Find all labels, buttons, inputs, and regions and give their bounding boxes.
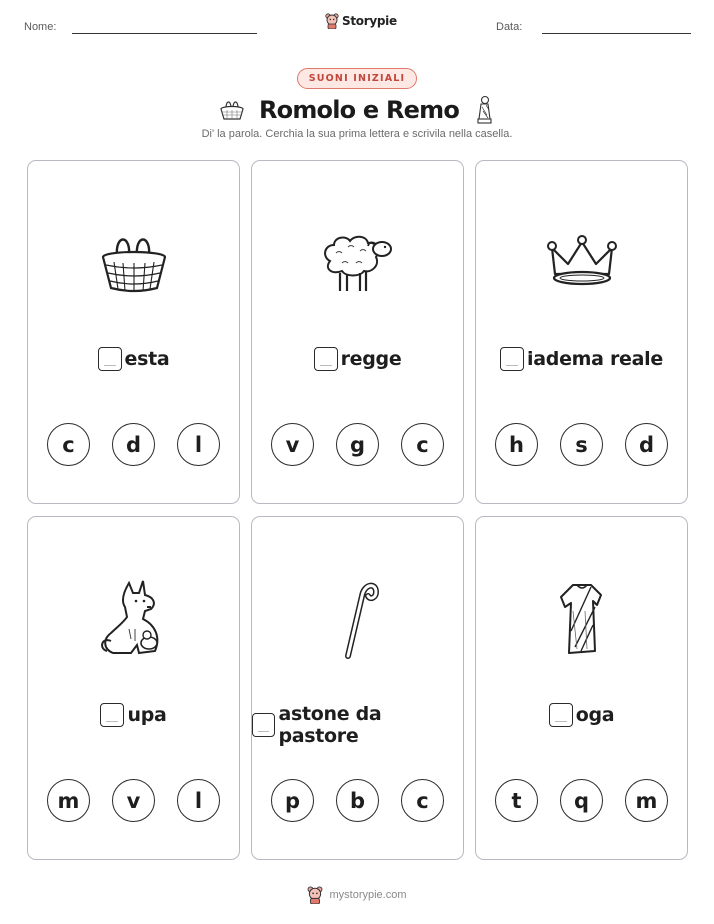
word-row — [476, 703, 687, 727]
footer-url[interactable]: mystorypie.com — [329, 889, 407, 901]
page-title: Romolo e Remo — [258, 96, 460, 124]
letter-option[interactable]: m — [625, 779, 668, 822]
letter-option[interactable]: c — [401, 779, 444, 822]
picture — [476, 579, 687, 659]
bear-logo-icon — [307, 886, 323, 904]
letter-input-box[interactable] — [100, 703, 124, 727]
letter-option[interactable]: c — [47, 423, 90, 466]
letter-options — [476, 779, 687, 822]
word-ending: oga — [575, 704, 615, 726]
crown-icon — [547, 234, 617, 292]
word-row — [476, 347, 687, 371]
letter-option[interactable]: d — [625, 423, 668, 466]
letter-option[interactable]: q — [560, 779, 603, 822]
word-row — [28, 703, 239, 727]
picture — [28, 579, 239, 659]
date-label: Data: — [496, 21, 523, 33]
instructions: Di' la parola. Cerchia la sua prima lettera e scrivila nella casella. — [201, 128, 513, 140]
brand-name: Storypie — [342, 14, 397, 28]
letter-input-box[interactable] — [549, 703, 573, 727]
title-row — [0, 95, 714, 125]
letter-option[interactable]: v — [271, 423, 314, 466]
header — [0, 66, 714, 140]
name-line — [72, 33, 257, 34]
letter-options — [476, 423, 687, 466]
footer — [0, 886, 714, 904]
letter-option[interactable]: l — [177, 779, 220, 822]
card-grid — [27, 160, 689, 860]
card-6 — [475, 516, 688, 860]
letter-input-box[interactable] — [500, 347, 524, 371]
basket-icon — [99, 232, 169, 294]
word-ending: upa — [127, 704, 167, 726]
toga-icon — [557, 581, 607, 657]
card-2 — [251, 160, 464, 504]
letter-input-box[interactable] — [98, 347, 122, 371]
name-label: Nome: — [24, 21, 57, 33]
word-ending: astone da pastore — [278, 703, 382, 747]
card-3 — [475, 160, 688, 504]
brand — [325, 13, 397, 29]
statue-icon — [473, 95, 495, 125]
word-ending: regge — [340, 348, 402, 370]
letter-option[interactable]: d — [112, 423, 155, 466]
letter-input-box[interactable] — [252, 713, 275, 737]
letter-option[interactable]: t — [495, 779, 538, 822]
basket-icon — [219, 99, 245, 121]
picture — [28, 223, 239, 303]
wolf-icon — [99, 579, 169, 659]
letter-option[interactable]: b — [336, 779, 379, 822]
date-line — [542, 33, 691, 34]
word-row — [28, 347, 239, 371]
letter-option[interactable]: p — [271, 779, 314, 822]
word-ending: iadema reale — [527, 348, 663, 370]
picture — [252, 223, 463, 303]
card-4 — [27, 516, 240, 860]
badge: SUONI INIZIALI — [297, 68, 418, 89]
top-bar — [0, 0, 714, 50]
letter-option[interactable]: s — [560, 423, 603, 466]
letter-option[interactable]: l — [177, 423, 220, 466]
picture — [476, 223, 687, 303]
letter-option[interactable]: m — [47, 779, 90, 822]
bear-logo-icon — [325, 13, 339, 29]
letter-input-box[interactable] — [314, 347, 338, 371]
letter-option[interactable]: c — [401, 423, 444, 466]
letter-options — [252, 423, 463, 466]
letter-option[interactable]: g — [336, 423, 379, 466]
word-row — [252, 703, 463, 747]
shepherd-staff-icon — [336, 578, 380, 660]
letter-options — [28, 423, 239, 466]
card-5 — [251, 516, 464, 860]
letter-options — [28, 779, 239, 822]
sheep-icon — [320, 231, 396, 295]
word-row — [252, 347, 463, 371]
card-1 — [27, 160, 240, 504]
picture — [252, 579, 463, 659]
letter-option[interactable]: v — [112, 779, 155, 822]
letter-option[interactable]: h — [495, 423, 538, 466]
letter-options — [252, 779, 463, 822]
word-ending: esta — [124, 348, 170, 370]
